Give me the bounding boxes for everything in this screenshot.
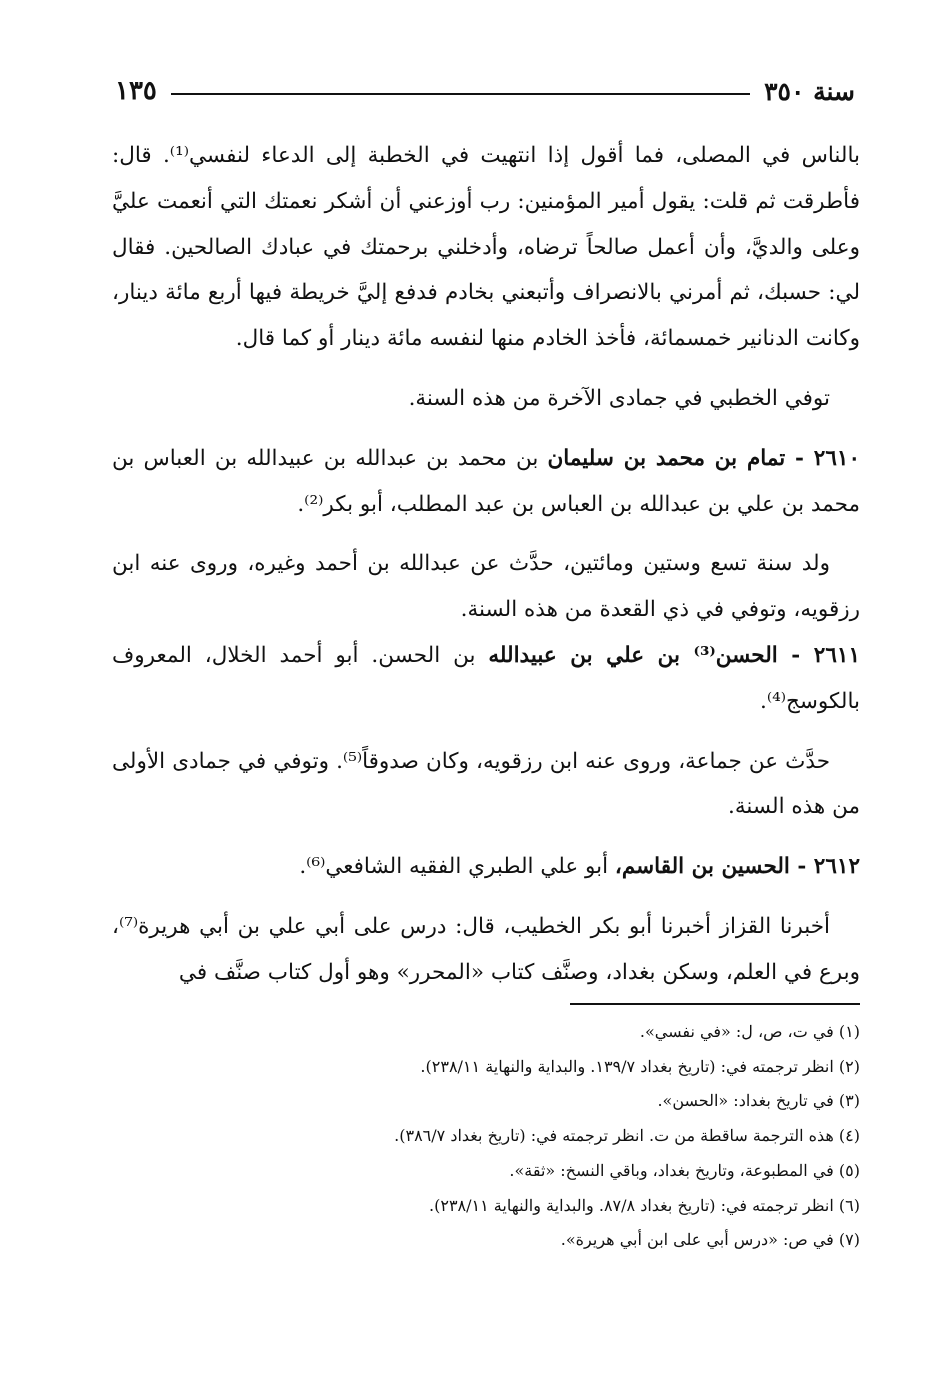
entry-2610-heading: ٢٦١٠ - تمام بن محمد بن سليمان xyxy=(547,445,860,471)
entry-2610 xyxy=(112,436,860,528)
running-header xyxy=(115,66,855,116)
header-rule xyxy=(171,93,750,95)
paragraph-death-note: توفي الخطبي في جمادى الآخرة من هذه السنة. xyxy=(408,385,830,411)
footnotes xyxy=(180,1015,860,1258)
entry-2612-text: أبو علي الطبري الفقيه الشافعي⁽⁶⁾. xyxy=(299,854,615,880)
paragraph-2610-bio: ولد سنة تسع وستين ومائتين، حدَّث عن عبدالله بن أحمد وغيره، وروى عنه ابن رزقويه، وتوفي في ذي القعدة من هذه السنة. xyxy=(112,551,860,623)
paragraph-2612-bio: أخبرنا القزاز أخبرنا أبو بكر الخطيب، قال: درس على أبي علي بن أبي هريرة⁽⁷⁾، وبرع في العلم، وسكن بغداد، وصنَّف كتاب «المحرر» وهو أول كتاب صنَّف في xyxy=(112,913,860,985)
entry-2611 xyxy=(112,633,860,725)
page-number: ١٣٥ xyxy=(115,76,157,106)
entry-2610-text: بن محمد بن عبدالله بن عبيدالله بن العباس بن محمد بن علي بن عبدالله بن العباس بن عبد المطلب، أبو بكر⁽²⁾. xyxy=(112,445,860,517)
entry-2612 xyxy=(112,844,860,890)
paragraph-2611-bio: حدَّث عن جماعة، وروى عنه ابن رزقويه، وكان صدوقاً⁽⁵⁾. وتوفي في جمادى الأولى من هذه السنة. xyxy=(112,748,860,820)
footnote-5: (٥) في المطبوعة، وتاريخ بغداد، وباقي النسخ: «ثقة». xyxy=(509,1160,860,1180)
footnote-6: (٦) انظر ترجمته في: (تاريخ بغداد ٨٧/٨. والبداية والنهاية ٢٣٨/١١). xyxy=(429,1195,860,1215)
footnote-2: (٢) انظر ترجمته في: (تاريخ بغداد ١٣٩/٧. والبداية والنهاية ٢٣٨/١١). xyxy=(420,1056,860,1076)
footnote-7: (٧) في ص: «درس أبي على ابن أبي هريرة». xyxy=(560,1230,860,1250)
main-text xyxy=(112,133,860,996)
header-year: سنة ٣٥٠ xyxy=(764,76,855,106)
entry-2611-text: بن الحسن. أبو أحمد الخلال، المعروف بالكوسج⁽⁴⁾. xyxy=(112,642,860,714)
footnote-4: (٤) هذه الترجمة ساقطة من ت. انظر ترجمته في: (تاريخ بغداد ٣٨٦/٧). xyxy=(394,1126,860,1146)
entry-2611-heading: ٢٦١١ - الحسن⁽³⁾ بن علي بن عبيدالله xyxy=(488,642,860,668)
paragraph-continued: بالناس في المصلى، فما أقول إذا انتهيت في الخطبة إلى الدعاء لنفسي⁽¹⁾. قال: فأطرقت ثم قلت: يقول أمير المؤمنين: رب أوزعني أن أشكر نعمتك التي أنعمت عليَّ وعلى والديَّ، وأن أعمل صالحاً ترضاه، وأدخلني برحمتك في عبادك الصالحين. فقال لي: حسبك، ثم أمرني بالانصراف وأتبعني بخادم فدفع إليَّ خريطة فيها أربع مائة دينار، وكانت الدنانير خمسمائة، فأخذ الخادم منها لنفسه مائة دينار أو كما قال. xyxy=(112,143,860,352)
footnote-rule xyxy=(570,1003,860,1005)
footnote-1: (١) في ت، ص، ل: «في نفسي». xyxy=(639,1022,860,1041)
entry-2612-heading: ٢٦١٢ - الحسين بن القاسم، xyxy=(614,854,860,880)
footnote-3: (٣) في تاريخ بغداد: «الحسن». xyxy=(657,1091,860,1111)
